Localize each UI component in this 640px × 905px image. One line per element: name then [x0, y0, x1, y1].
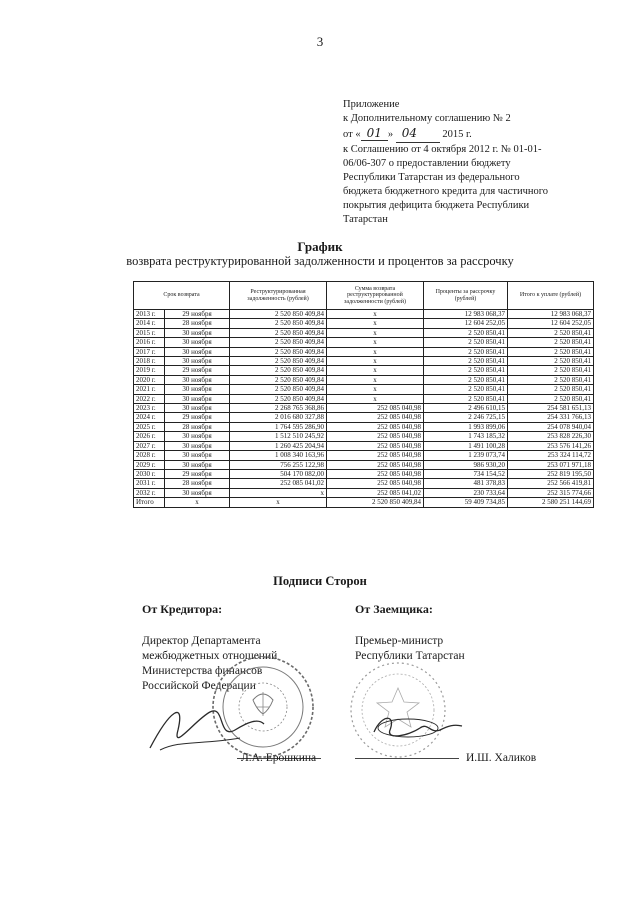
row-interest: 2 520 850,41: [424, 394, 508, 403]
borrower-header: От Заемщика:: [355, 602, 433, 616]
row-year: 2030 г.: [134, 469, 165, 478]
row-debt: 2 520 850 409,84: [230, 310, 327, 319]
row-total: 252 819 195,50: [508, 469, 594, 478]
total-return: 2 520 850 409,84: [327, 498, 424, 507]
row-debt: 756 255 122,98: [230, 460, 327, 469]
row-total: 2 520 850,41: [508, 375, 594, 384]
table-row: [134, 328, 594, 337]
row-year: 2019 г.: [134, 366, 165, 375]
row-return: 252 085 040,98: [327, 479, 424, 488]
row-return: х: [327, 385, 424, 394]
row-debt: 1 764 595 286,90: [230, 422, 327, 431]
row-date: 29 ноября: [165, 310, 230, 319]
total-interest: 59 409 734,85: [424, 498, 508, 507]
row-debt: 2 520 850 409,84: [230, 319, 327, 328]
row-interest: 986 930,20: [424, 460, 508, 469]
row-debt: 2 520 850 409,84: [230, 375, 327, 384]
row-return: х: [327, 366, 424, 375]
row-debt: х: [230, 488, 327, 497]
total-date: х: [165, 498, 230, 507]
row-date: 29 ноября: [165, 413, 230, 422]
row-debt: 2 016 680 327,88: [230, 413, 327, 422]
table-row: [134, 347, 594, 356]
row-date: 30 ноября: [165, 404, 230, 413]
row-return: х: [327, 394, 424, 403]
table-row: [134, 469, 594, 478]
appendix-line5: Республики Татарстан из федерального: [343, 172, 520, 183]
table-row: [134, 310, 594, 319]
page-number: 3: [316, 34, 324, 49]
row-return: 252 085 040,98: [327, 451, 424, 460]
row-year: 2021 г.: [134, 385, 165, 394]
row-return: х: [327, 319, 424, 328]
row-debt: 1 260 425 204,94: [230, 441, 327, 450]
row-return: 252 085 040,98: [327, 413, 424, 422]
row-year: 2014 г.: [134, 319, 165, 328]
table-row: [134, 366, 594, 375]
row-return: х: [327, 375, 424, 384]
row-total: 2 520 850,41: [508, 394, 594, 403]
creditor-header: От Кредитора:: [142, 602, 223, 616]
row-return: х: [327, 357, 424, 366]
row-interest: 1 491 100,28: [424, 441, 508, 450]
borrower-signature-line: [355, 757, 459, 759]
total-sum: 2 580 251 144,69: [508, 498, 594, 507]
row-interest: 230 733,64: [424, 488, 508, 497]
row-date: 30 ноября: [165, 451, 230, 460]
row-debt: 2 520 850 409,84: [230, 328, 327, 337]
table-row: [134, 422, 594, 431]
row-total: 2 520 850,41: [508, 347, 594, 356]
row-return: 252 085 040,98: [327, 432, 424, 441]
table-row: [134, 404, 594, 413]
row-year: 2031 г.: [134, 479, 165, 488]
row-date: 30 ноября: [165, 338, 230, 347]
row-interest: 2 520 850,41: [424, 366, 508, 375]
row-return: х: [327, 347, 424, 356]
date-month: 04: [401, 126, 418, 140]
table-row: [134, 394, 594, 403]
row-year: 2029 г.: [134, 460, 165, 469]
borrower-line1: Премьер-министр: [355, 635, 444, 647]
table-total-row: [134, 498, 594, 507]
repayment-schedule-table: [133, 281, 594, 508]
row-year: 2022 г.: [134, 394, 165, 403]
appendix-line8: Татарстан: [343, 214, 388, 225]
row-date: 28 ноября: [165, 422, 230, 431]
row-date: 30 ноября: [165, 488, 230, 497]
row-date: 30 ноября: [165, 328, 230, 337]
row-date: 30 ноября: [165, 460, 230, 469]
date-mid: »: [387, 129, 394, 140]
table-row: [134, 460, 594, 469]
row-return: 252 085 041,02: [327, 488, 424, 497]
row-debt: 2 520 850 409,84: [230, 347, 327, 356]
row-interest: 2 520 850,41: [424, 385, 508, 394]
total-label: Итого: [134, 498, 165, 507]
appendix-line6: бюджета бюджетного кредита для частичного: [343, 186, 549, 197]
creditor-line3: Министерства финансов: [142, 665, 263, 677]
row-total: 12 983 068,37: [508, 310, 594, 319]
row-total: 2 520 850,41: [508, 328, 594, 337]
row-debt: 504 170 082,00: [230, 469, 327, 478]
row-total: 2 520 850,41: [508, 338, 594, 347]
row-debt: 1 008 340 163,96: [230, 451, 327, 460]
row-return: 252 085 040,98: [327, 404, 424, 413]
creditor-signature: [140, 690, 270, 760]
row-debt: 2 520 850 409,84: [230, 357, 327, 366]
row-year: 2015 г.: [134, 328, 165, 337]
row-year: 2032 г.: [134, 488, 165, 497]
appendix-line1: к Дополнительному соглашению № 2: [343, 113, 511, 124]
creditor-line1: Директор Департамента: [142, 635, 261, 647]
row-interest: 1 993 899,06: [424, 422, 508, 431]
schedule-title: График: [297, 239, 343, 254]
table-row: [134, 479, 594, 488]
row-return: 252 085 040,98: [327, 469, 424, 478]
row-total: 253 071 971,18: [508, 460, 594, 469]
header-total: Итого к уплате (рублей): [508, 282, 594, 310]
row-year: 2023 г.: [134, 404, 165, 413]
creditor-name: Л.А. Ерошкина: [241, 752, 317, 764]
row-debt: 2 268 765 368,86: [230, 404, 327, 413]
row-interest: 2 520 850,41: [424, 328, 508, 337]
row-return: х: [327, 338, 424, 347]
row-interest: 12 983 068,37: [424, 310, 508, 319]
row-date: 29 ноября: [165, 469, 230, 478]
row-return: 252 085 040,98: [327, 460, 424, 469]
total-debt: х: [230, 498, 327, 507]
row-date: 28 ноября: [165, 319, 230, 328]
appendix-line4: 06/06-307 о предоставлении бюджету: [343, 158, 511, 169]
row-debt: 2 520 850 409,84: [230, 338, 327, 347]
date-day: 01: [361, 126, 388, 141]
row-date: 29 ноября: [165, 366, 230, 375]
row-date: 30 ноября: [165, 441, 230, 450]
row-interest: 2 246 725,15: [424, 413, 508, 422]
row-date: 30 ноября: [165, 394, 230, 403]
row-total: 254 581 651,13: [508, 404, 594, 413]
date-month-underline: [396, 126, 440, 143]
appendix-block: [343, 98, 573, 227]
appendix-line3: к Соглашению от 4 октября 2012 г. № 01-01-: [343, 144, 542, 155]
row-interest: 12 604 252,05: [424, 319, 508, 328]
row-total: 253 324 114,72: [508, 451, 594, 460]
row-return: х: [327, 310, 424, 319]
row-date: 30 ноября: [165, 357, 230, 366]
date-prefix: от «: [343, 129, 361, 140]
table-row: [134, 357, 594, 366]
row-total: 253 576 141,26: [508, 441, 594, 450]
row-year: 2013 г.: [134, 310, 165, 319]
row-interest: 2 520 850,41: [424, 338, 508, 347]
borrower-line2: Республики Татарстан: [355, 650, 465, 662]
borrower-name: И.Ш. Халиков: [466, 752, 537, 764]
row-interest: 2 520 850,41: [424, 357, 508, 366]
row-year: 2016 г.: [134, 338, 165, 347]
row-total: 2 520 850,41: [508, 366, 594, 375]
row-year: 2025 г.: [134, 422, 165, 431]
row-total: 253 828 226,30: [508, 432, 594, 441]
row-year: 2027 г.: [134, 441, 165, 450]
header-interest: Проценты за рассрочку (рублей): [424, 282, 508, 310]
row-year: 2024 г.: [134, 413, 165, 422]
appendix-date: [343, 126, 573, 143]
row-total: 254 331 766,13: [508, 413, 594, 422]
appendix-line7: покрытия дефицита бюджета Республики: [343, 200, 530, 211]
row-interest: 481 378,83: [424, 479, 508, 488]
row-total: 2 520 850,41: [508, 357, 594, 366]
row-total: 2 520 850,41: [508, 385, 594, 394]
row-return: 252 085 040,98: [327, 441, 424, 450]
row-debt: 2 520 850 409,84: [230, 385, 327, 394]
table-row: [134, 375, 594, 384]
row-year: 2028 г.: [134, 451, 165, 460]
row-date: 30 ноября: [165, 385, 230, 394]
row-interest: 2 520 850,41: [424, 375, 508, 384]
schedule-subtitle: возврата реструктурированной задолженности и процентов за рассрочку: [126, 254, 514, 268]
creditor-line4: Российской Федерации: [142, 680, 256, 692]
table-row: [134, 338, 594, 347]
row-year: 2026 г.: [134, 432, 165, 441]
table-header-row: [134, 282, 594, 310]
row-debt: 2 520 850 409,84: [230, 366, 327, 375]
row-return: 252 085 040,98: [327, 422, 424, 431]
row-year: 2020 г.: [134, 375, 165, 384]
table-row: [134, 432, 594, 441]
row-year: 2017 г.: [134, 347, 165, 356]
row-total: 254 078 940,04: [508, 422, 594, 431]
table-row: [134, 385, 594, 394]
table-row: [134, 319, 594, 328]
borrower-signature: [368, 706, 468, 746]
row-date: 28 ноября: [165, 479, 230, 488]
row-total: 252 566 419,81: [508, 479, 594, 488]
header-term: Срок возврата: [134, 282, 230, 310]
row-interest: 2 520 850,41: [424, 347, 508, 356]
row-debt: 2 520 850 409,84: [230, 394, 327, 403]
row-interest: 1 743 185,32: [424, 432, 508, 441]
table-body: [134, 310, 594, 508]
row-interest: 1 239 073,74: [424, 451, 508, 460]
row-date: 30 ноября: [165, 347, 230, 356]
date-year: 2015 г.: [442, 129, 472, 140]
table-row: [134, 488, 594, 497]
header-debt: Реструктурированная задолженность (рублей): [230, 282, 327, 310]
table-row: [134, 413, 594, 422]
row-debt: 1 512 510 245,92: [230, 432, 327, 441]
row-year: 2018 г.: [134, 357, 165, 366]
table-row: [134, 451, 594, 460]
row-return: х: [327, 328, 424, 337]
appendix-title: Приложение: [343, 99, 400, 110]
header-return: Сумма возврата реструктурированной задолженности (рублей): [327, 282, 424, 310]
row-debt: 252 085 041,02: [230, 479, 327, 488]
row-total: 252 315 774,66: [508, 488, 594, 497]
row-date: 30 ноября: [165, 432, 230, 441]
creditor-line2: межбюджетных отношений: [142, 650, 278, 662]
row-date: 30 ноября: [165, 375, 230, 384]
table-row: [134, 441, 594, 450]
row-interest: 734 154,52: [424, 469, 508, 478]
row-total: 12 604 252,05: [508, 319, 594, 328]
row-interest: 2 496 610,15: [424, 404, 508, 413]
signatures-title: Подписи Сторон: [273, 574, 367, 588]
